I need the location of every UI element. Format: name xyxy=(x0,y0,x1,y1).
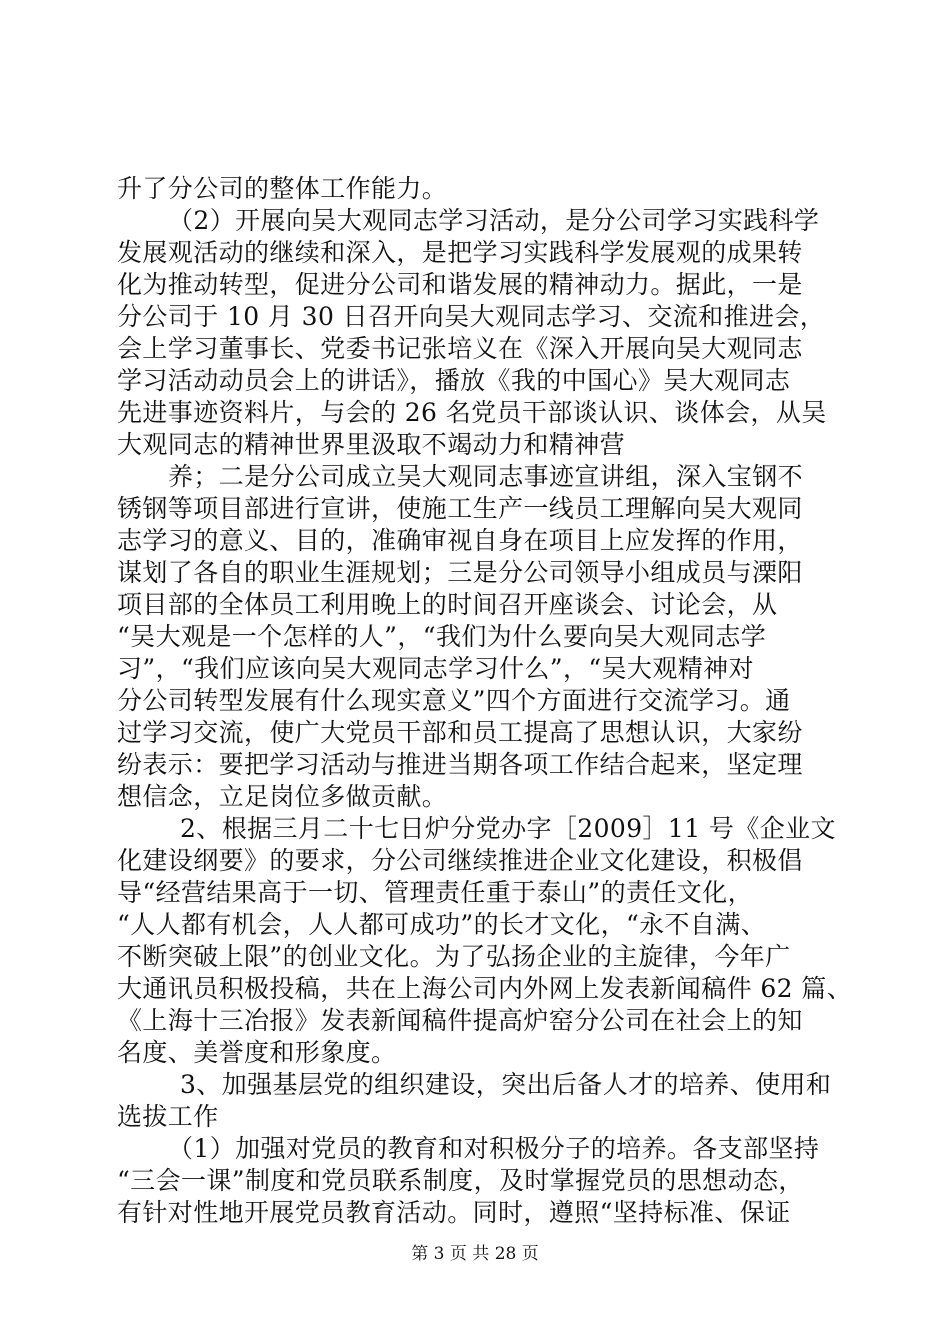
text-line-20: 想信念，立足岗位多做贡献。 xyxy=(117,782,448,811)
text-line-27: 《上海十三冶报》发表新闻稿件提高炉窑分公司在社会上的知 xyxy=(117,1006,803,1035)
text-line-30: 选拔工作 xyxy=(117,1102,219,1131)
text-line-24: “人人都有机会，人人都可成功”的长才文化，“永不自满、 xyxy=(117,910,767,939)
text-line-10: 养；二是分公司成立吴大观同志事迹宣讲组，深入宝钢不 xyxy=(168,462,804,491)
text-line-14: 项目部的全体员工利用晚上的时间召开座谈会、讨论会，从 xyxy=(117,590,778,619)
text-line-5: 分公司于 10 月 30 日召开向吴大观同志学习、交流和推进会， xyxy=(117,302,826,331)
text-line-18: 过学习交流，使广大党员干部和员工提高了思想认识，大家纷 xyxy=(117,718,803,747)
page-number-footer: 第 3 页 共 28 页 xyxy=(411,1244,539,1264)
text-line-13: 谋划了各自的职业生涯规划；三是分公司领导小组成员与溧阳 xyxy=(117,558,803,587)
text-line-11: 锈钢等项目部进行宣讲，使施工生产一线员工理解向吴大观同 xyxy=(117,494,803,523)
text-line-28: 名度、美誉度和形象度。 xyxy=(117,1038,397,1067)
text-line-2: （2）开展向吴大观同志学习活动，是分公司学习实践科学 xyxy=(168,206,820,235)
text-line-9: 大观同志的精神世界里汲取不竭动力和精神营 xyxy=(117,430,626,459)
text-line-4: 化为推动转型，促进分公司和谐发展的精神动力。据此，一是 xyxy=(117,270,803,299)
text-line-23: 导“经营结果高于一切、管理责任重于泰山”的责任文化， xyxy=(117,878,753,907)
text-line-26: 大通讯员积极投稿，共在上海公司内外网上发表新闻稿件 62 篇、 xyxy=(117,974,853,1003)
text-line-16: 习”，“我们应该向吴大观同志学习什么”，“吴大观精神对 xyxy=(117,654,754,683)
text-line-32: “三会一课”制度和党员联系制度，及时掌握党员的思想动态， xyxy=(117,1166,804,1195)
text-line-12: 志学习的意义、目的，准确审视自身在项目上应发挥的作用， xyxy=(117,526,803,555)
text-line-19: 纷表示：要把学习活动与推进当期各项工作结合起来，坚定理 xyxy=(117,750,803,779)
text-line-21: 2、根据三月二十七日炉分党办字［2009］11 号《企业文 xyxy=(180,814,836,843)
text-line-15: “吴大观是一个怎样的人”，“我们为什么要向吴大观同志学 xyxy=(117,622,767,651)
text-line-6: 会上学习董事长、党委书记张培义在《深入开展向吴大观同志 xyxy=(117,334,803,363)
text-line-25: 不断突破上限”的创业文化。为了弘扬企业的主旋律，今年广 xyxy=(117,942,791,971)
text-line-29: 3、加强基层党的组织建设，突出后备人才的培养、使用和 xyxy=(180,1070,832,1099)
text-line-7: 学习活动动员会上的讲话》，播放《我的中国心》吴大观同志 xyxy=(117,366,791,395)
text-line-17: 分公司转型发展有什么现实意义”四个方面进行交流学习。通 xyxy=(117,686,791,715)
text-line-3: 发展观活动的继续和深入，是把学习实践科学发展观的成果转 xyxy=(117,238,803,267)
text-line-31: （1）加强对党员的教育和对积极分子的培养。各支部坚持 xyxy=(168,1134,820,1163)
text-line-22: 化建设纲要》的要求，分公司继续推进企业文化建设，积极倡 xyxy=(117,846,803,875)
text-line-33: 有针对性地开展党员教育活动。同时，遵照“坚持标准、保证 xyxy=(117,1198,791,1227)
text-line-8: 先进事迹资料片，与会的 26 名党员干部谈认识、谈体会，从吴 xyxy=(117,398,827,427)
text-line-1: 升了分公司的整体工作能力。 xyxy=(117,174,448,203)
